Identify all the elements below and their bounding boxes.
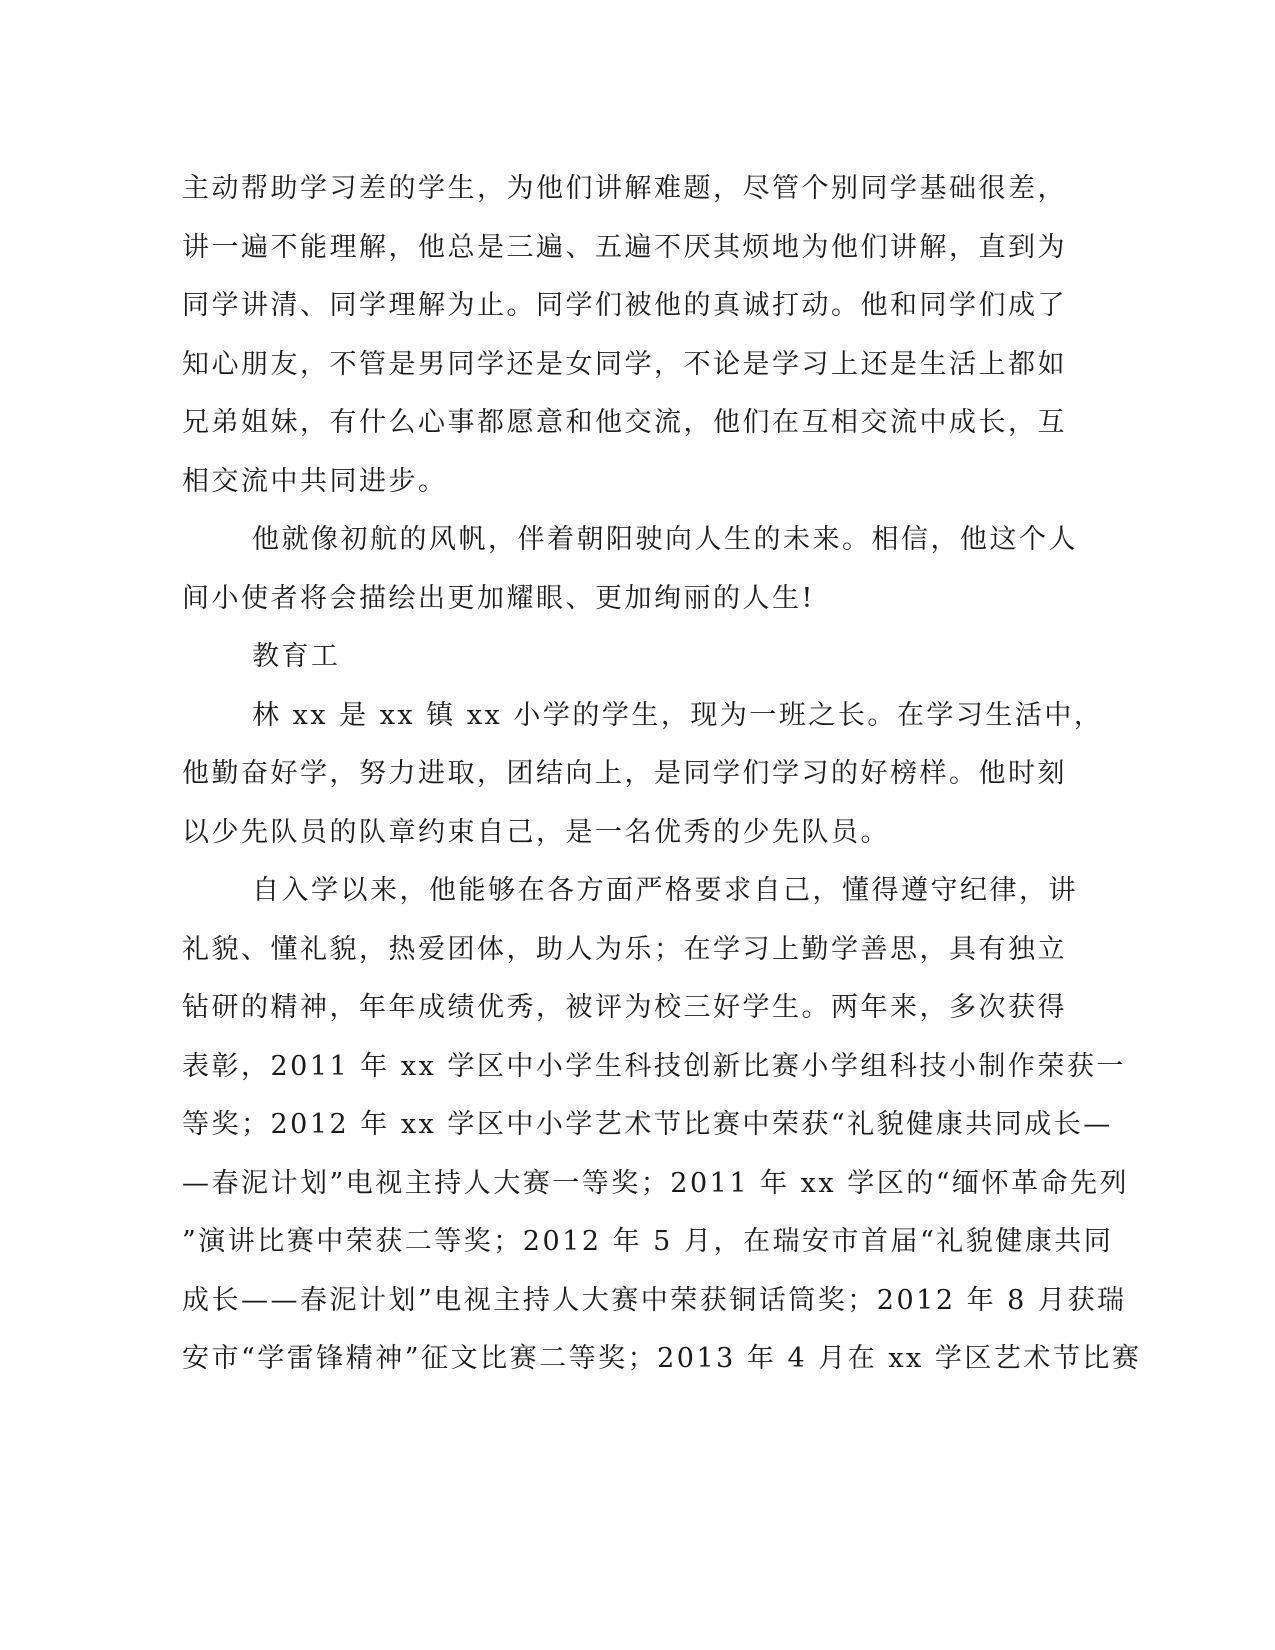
text-line: 等奖；2012 年 xx 学区中小学艺术节比赛中荣获“礼貌健康共同成长— [182,1109,1113,1140]
text-line: 他就像初航的风帆，伴着朝阳驶向人生的未来。相信，他这个人 [252,524,1078,555]
paragraph-4 [182,687,1104,863]
text-line: 林 xx 是 xx 镇 xx 小学的学生，现为一班之长。在学习生活中， [252,699,1104,731]
text-line: 自入学以来，他能够在各方面严格要求自己，懂得遵守纪律，讲 [252,875,1078,906]
text-line: 同学讲清、同学理解为止。同学们被他的真诚打动。他和同学们成了 [182,290,1067,321]
section-heading: 教育工 [252,641,341,672]
paragraph-5 [182,862,1142,1389]
text-line: 礼貌、懂礼貌，热爱团体，助人为乐；在学习上勤学善思，具有独立 [182,933,1067,965]
text-line: 讲一遍不能理解，他总是三遍、五遍不厌其烦地为他们讲解，直到为 [182,231,1067,263]
paragraph-3-heading [182,628,1032,687]
text-line: 主动帮助学习差的学生，为他们讲解难题，尽管个别同学基础很差， [182,173,1067,204]
text-line: ”演讲比赛中荣获二等奖；2012 年 5 月，在瑞安市首届“礼貌健康共同 [182,1226,1114,1257]
text-line: 知心朋友，不管是男同学还是女同学，不论是学习上还是生活上都如 [182,348,1067,380]
paragraph-1 [182,160,1067,511]
text-line: 间小使者将会描绘出更加耀眼、更加绚丽的人生! [182,582,815,614]
text-line: 钻研的精神，年年成绩优秀，被评为校三好学生。两年来，多次获得 [182,992,1067,1023]
body-text [182,160,1142,1389]
text-line: 以少先队员的队章约束自己，是一名优秀的少先队员。 [182,816,890,848]
text-line: 成长——春泥计划”电视主持人大赛中荣获铜话筒奖；2012 年 8 月获瑞 [182,1284,1127,1316]
text-line: 兄弟姐妹，有什么心事都愿意和他交流，他们在互相交流中成长，互 [182,407,1067,438]
text-line: 相交流中共同进步。 [182,465,448,497]
text-line: 他勤奋好学，努力进取，团结向上，是同学们学习的好榜样。他时刻 [182,758,1067,789]
text-line: 表彰，2011 年 xx 学区中小学生科技创新比赛小学组科技小制作荣获一 [182,1050,1126,1082]
paragraph-2 [182,511,1078,628]
text-line: 安市“学雷锋精神”征文比赛二等奖；2013 年 4 月在 xx 学区艺术节比赛 [182,1343,1142,1374]
text-line: —春泥计划”电视主持人大赛一等奖；2011 年 xx 学区的“缅怀革命先列 [182,1167,1130,1199]
